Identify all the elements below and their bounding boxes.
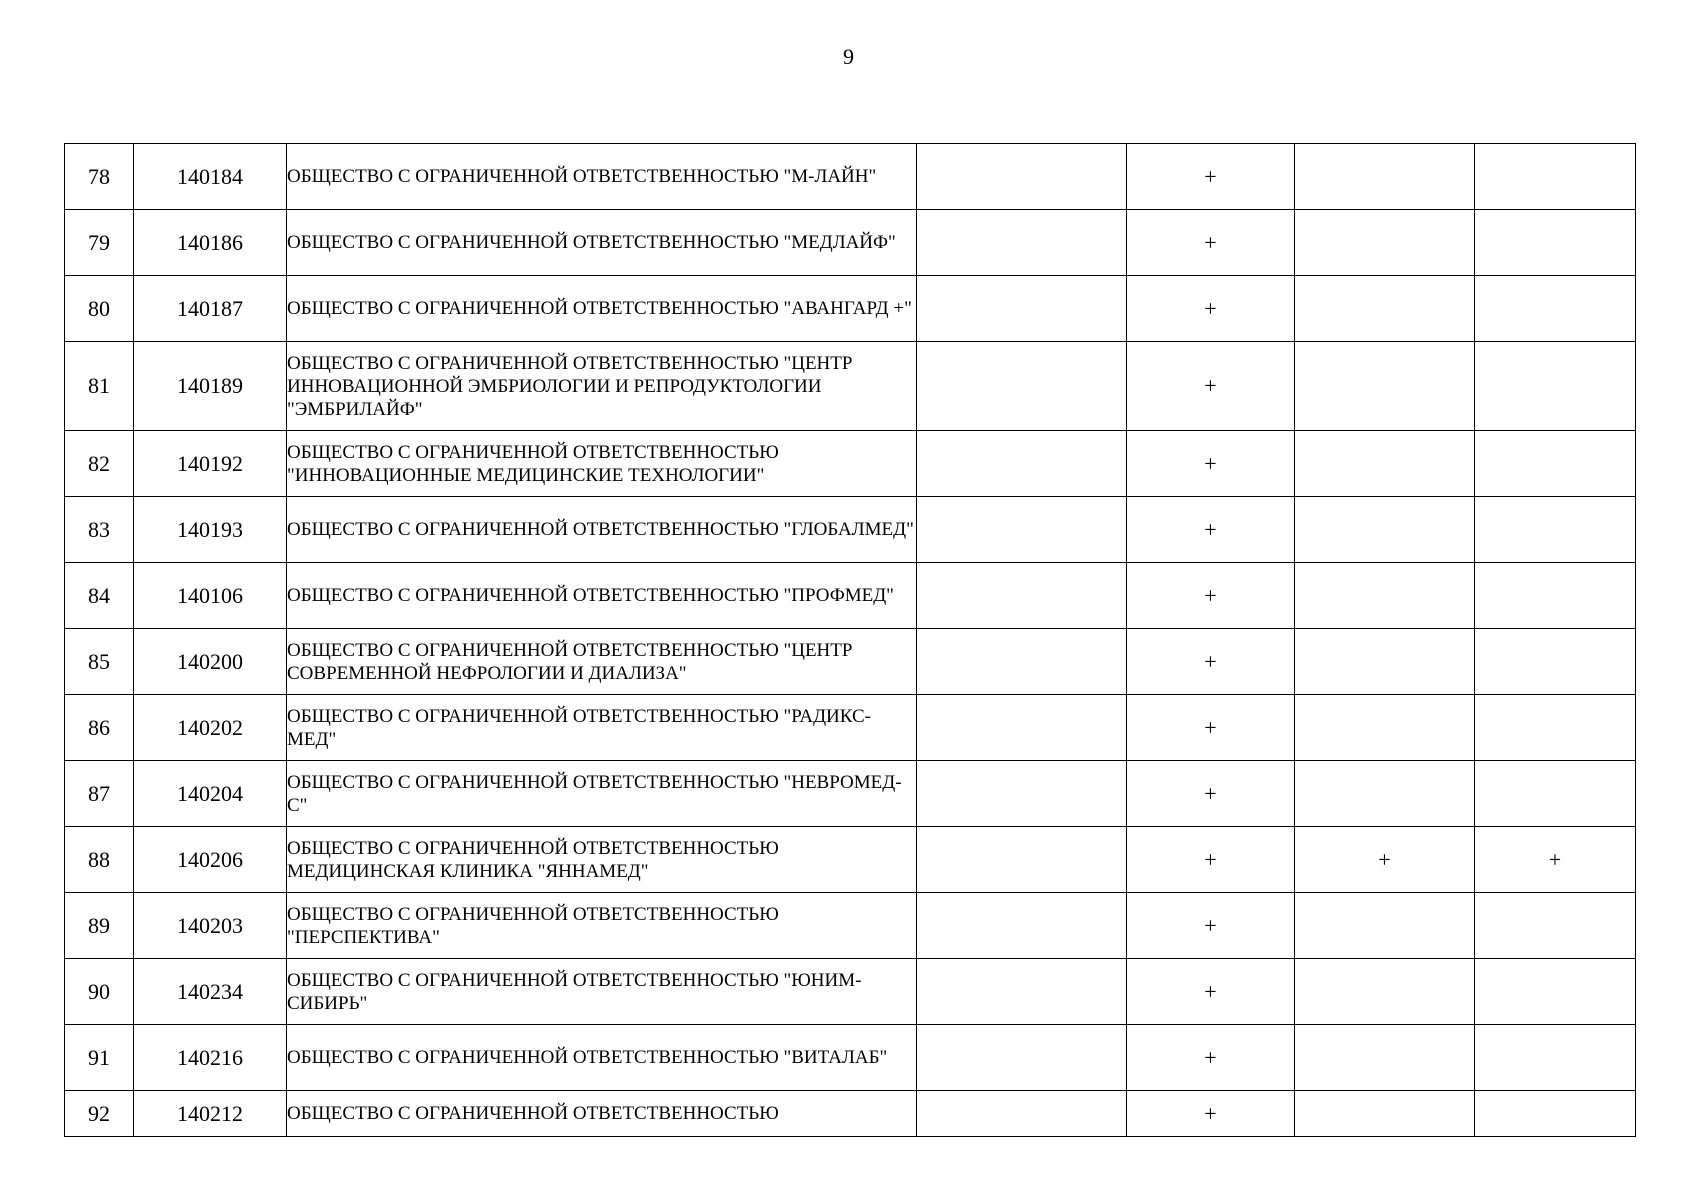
- mark-column-7: [1475, 695, 1636, 761]
- organization-name: ОБЩЕСТВО С ОГРАНИЧЕННОЙ ОТВЕТСТВЕННОСТЬЮ "ЦЕНТР ИННОВАЦИОННОЙ ЭМБРИОЛОГИИ И РЕПРОДУКТОЛОГИИ "ЭМБРИЛАЙФ": [287, 342, 917, 431]
- mark-column-5: +: [1127, 431, 1295, 497]
- registry-code: 140189: [134, 342, 287, 431]
- row-number: 83: [65, 497, 134, 563]
- organization-name: ОБЩЕСТВО С ОГРАНИЧЕННОЙ ОТВЕТСТВЕННОСТЬЮ "ГЛОБАЛМЕД": [287, 497, 917, 563]
- mark-column-4: [917, 497, 1127, 563]
- organization-name: ОБЩЕСТВО С ОГРАНИЧЕННОЙ ОТВЕТСТВЕННОСТЬЮ "ПРОФМЕД": [287, 563, 917, 629]
- mark-column-6: [1295, 431, 1475, 497]
- organization-name: ОБЩЕСТВО С ОГРАНИЧЕННОЙ ОТВЕТСТВЕННОСТЬЮ "ВИТАЛАБ": [287, 1025, 917, 1091]
- organizations-table: [64, 143, 1636, 1137]
- registry-code: 140192: [134, 431, 287, 497]
- organization-name: ОБЩЕСТВО С ОГРАНИЧЕННОЙ ОТВЕТСТВЕННОСТЬЮ "ПЕРСПЕКТИВА": [287, 893, 917, 959]
- row-number: 82: [65, 431, 134, 497]
- row-number: 87: [65, 761, 134, 827]
- mark-column-4: [917, 695, 1127, 761]
- registry-code: 140186: [134, 210, 287, 276]
- mark-column-5: +: [1127, 276, 1295, 342]
- row-number: 91: [65, 1025, 134, 1091]
- mark-column-5: +: [1127, 1025, 1295, 1091]
- mark-column-4: [917, 431, 1127, 497]
- organization-name: ОБЩЕСТВО С ОГРАНИЧЕННОЙ ОТВЕТСТВЕННОСТЬЮ "ЦЕНТР СОВРЕМЕННОЙ НЕФРОЛОГИИ И ДИАЛИЗА": [287, 629, 917, 695]
- registry-code: 140200: [134, 629, 287, 695]
- mark-column-7: [1475, 144, 1636, 210]
- mark-column-6: [1295, 276, 1475, 342]
- organization-name: ОБЩЕСТВО С ОГРАНИЧЕННОЙ ОТВЕТСТВЕННОСТЬЮ "НЕВРОМЕД-С": [287, 761, 917, 827]
- mark-column-6: [1295, 761, 1475, 827]
- registry-code: 140206: [134, 827, 287, 893]
- mark-column-4: [917, 893, 1127, 959]
- mark-column-4: [917, 144, 1127, 210]
- mark-column-4: [917, 563, 1127, 629]
- mark-column-7: [1475, 210, 1636, 276]
- mark-column-7: [1475, 276, 1636, 342]
- organization-name: ОБЩЕСТВО С ОГРАНИЧЕННОЙ ОТВЕТСТВЕННОСТЬЮ "РАДИКС-МЕД": [287, 695, 917, 761]
- mark-column-7: [1475, 1025, 1636, 1091]
- organization-name: ОБЩЕСТВО С ОГРАНИЧЕННОЙ ОТВЕТСТВЕННОСТЬЮ "ИННОВАЦИОННЫЕ МЕДИЦИНСКИЕ ТЕХНОЛОГИИ": [287, 431, 917, 497]
- mark-column-5: +: [1127, 342, 1295, 431]
- table-row: [65, 497, 1636, 563]
- registry-code: 140202: [134, 695, 287, 761]
- table-row: [65, 695, 1636, 761]
- mark-column-7: [1475, 431, 1636, 497]
- mark-column-6: [1295, 1091, 1475, 1137]
- registry-code: 140106: [134, 563, 287, 629]
- mark-column-5: +: [1127, 144, 1295, 210]
- mark-column-5: +: [1127, 893, 1295, 959]
- mark-column-6: [1295, 695, 1475, 761]
- mark-column-5: +: [1127, 210, 1295, 276]
- page-number: 9: [843, 44, 854, 69]
- organization-name: ОБЩЕСТВО С ОГРАНИЧЕННОЙ ОТВЕТСТВЕННОСТЬЮ МЕДИЦИНСКАЯ КЛИНИКА "ЯННАМЕД": [287, 827, 917, 893]
- row-number: 88: [65, 827, 134, 893]
- mark-column-7: [1475, 563, 1636, 629]
- table-row: [65, 276, 1636, 342]
- mark-column-6: [1295, 342, 1475, 431]
- mark-column-6: [1295, 210, 1475, 276]
- row-number: 79: [65, 210, 134, 276]
- mark-column-4: [917, 827, 1127, 893]
- registry-code: 140204: [134, 761, 287, 827]
- mark-column-6: [1295, 629, 1475, 695]
- mark-column-4: [917, 1025, 1127, 1091]
- table-row: [65, 959, 1636, 1025]
- row-number: 84: [65, 563, 134, 629]
- mark-column-5: +: [1127, 497, 1295, 563]
- registry-code: 140234: [134, 959, 287, 1025]
- row-number: 90: [65, 959, 134, 1025]
- organization-name: ОБЩЕСТВО С ОГРАНИЧЕННОЙ ОТВЕТСТВЕННОСТЬЮ: [287, 1091, 917, 1137]
- table-row: [65, 629, 1636, 695]
- mark-column-4: [917, 342, 1127, 431]
- row-number: 81: [65, 342, 134, 431]
- row-number: 89: [65, 893, 134, 959]
- mark-column-7: [1475, 497, 1636, 563]
- mark-column-7: [1475, 1091, 1636, 1137]
- registry-code: 140216: [134, 1025, 287, 1091]
- table-row: [65, 431, 1636, 497]
- mark-column-5: +: [1127, 959, 1295, 1025]
- registry-code: 140187: [134, 276, 287, 342]
- table-row: [65, 827, 1636, 893]
- row-number: 78: [65, 144, 134, 210]
- mark-column-6: [1295, 144, 1475, 210]
- mark-column-7: +: [1475, 827, 1636, 893]
- row-number: 85: [65, 629, 134, 695]
- mark-column-4: [917, 959, 1127, 1025]
- mark-column-4: [917, 276, 1127, 342]
- mark-column-7: [1475, 893, 1636, 959]
- table-row: [65, 761, 1636, 827]
- organization-name: ОБЩЕСТВО С ОГРАНИЧЕННОЙ ОТВЕТСТВЕННОСТЬЮ "М-ЛАЙН": [287, 144, 917, 210]
- row-number: 80: [65, 276, 134, 342]
- mark-column-7: [1475, 629, 1636, 695]
- mark-column-5: +: [1127, 695, 1295, 761]
- table-row: [65, 342, 1636, 431]
- mark-column-6: +: [1295, 827, 1475, 893]
- table-row: [65, 144, 1636, 210]
- registry-code: 140212: [134, 1091, 287, 1137]
- mark-column-5: +: [1127, 827, 1295, 893]
- mark-column-4: [917, 1091, 1127, 1137]
- table-row: [65, 893, 1636, 959]
- mark-column-7: [1475, 959, 1636, 1025]
- mark-column-6: [1295, 893, 1475, 959]
- organization-name: ОБЩЕСТВО С ОГРАНИЧЕННОЙ ОТВЕТСТВЕННОСТЬЮ "МЕДЛАЙФ": [287, 210, 917, 276]
- mark-column-7: [1475, 342, 1636, 431]
- organization-name: ОБЩЕСТВО С ОГРАНИЧЕННОЙ ОТВЕТСТВЕННОСТЬЮ "АВАНГАРД +": [287, 276, 917, 342]
- organization-name: ОБЩЕСТВО С ОГРАНИЧЕННОЙ ОТВЕТСТВЕННОСТЬЮ "ЮНИМ-СИБИРЬ": [287, 959, 917, 1025]
- row-number: 86: [65, 695, 134, 761]
- mark-column-6: [1295, 497, 1475, 563]
- mark-column-6: [1295, 959, 1475, 1025]
- mark-column-5: +: [1127, 1091, 1295, 1137]
- row-number: 92: [65, 1091, 134, 1137]
- mark-column-4: [917, 629, 1127, 695]
- registry-code: 140193: [134, 497, 287, 563]
- mark-column-5: +: [1127, 761, 1295, 827]
- table-row: [65, 563, 1636, 629]
- mark-column-4: [917, 210, 1127, 276]
- mark-column-5: +: [1127, 563, 1295, 629]
- table-row: [65, 1025, 1636, 1091]
- mark-column-5: +: [1127, 629, 1295, 695]
- mark-column-6: [1295, 563, 1475, 629]
- table-row: [65, 210, 1636, 276]
- table-row: [65, 1091, 1636, 1137]
- registry-code: 140203: [134, 893, 287, 959]
- mark-column-7: [1475, 761, 1636, 827]
- mark-column-6: [1295, 1025, 1475, 1091]
- registry-code: 140184: [134, 144, 287, 210]
- mark-column-4: [917, 761, 1127, 827]
